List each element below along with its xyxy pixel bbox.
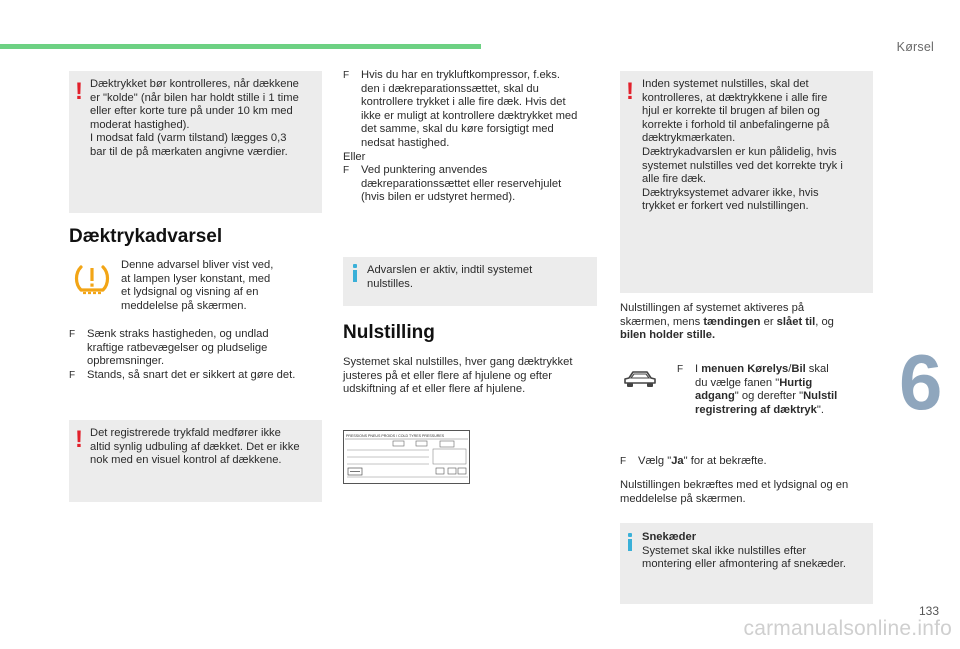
- chapter-number: 6: [899, 338, 943, 426]
- bullet-marker: F: [69, 329, 76, 340]
- info-text-warning-active: Advarslen er aktiv, indtil systemet nulstilles.: [367, 264, 533, 290]
- info-icon: [628, 533, 632, 551]
- header-accent-bar: [0, 44, 481, 49]
- warning-exclamation-icon: !: [626, 78, 634, 105]
- snow-chains-title: Snekæder: [642, 531, 697, 543]
- menu-instruction: F I menuen Kørelys/Bil skal du vælge fanen "Hurtig adgang" og derefter "Nulstil registrering af dæktryk".: [677, 363, 838, 416]
- label-title: PRESSIONS PNEUS PROIDS / COLD TYRES PRESSURES: [346, 434, 445, 438]
- page-number: 133: [918, 604, 939, 618]
- heading-tyre-warning: Dæktrykadvarsel: [69, 226, 223, 247]
- bullet-marker: F: [69, 369, 76, 381]
- warning-text-visual-check: Det registrerede trykfald medfører ikke altid synlig udbuling af dækket. Det er ikke nok med en visuel kontrol af dækkene.: [90, 427, 300, 467]
- bullet-compressor: F Hvis du har en trykluftkompressor, f.eks. den i dækreparationssættet, skal du kontrollere trykket i alle fire dæk. Hvis det ikke er muligt at kontrollere dæktrykket med det samme, skal du køre forsigtigt med nedsat hastighed.: [343, 69, 578, 149]
- reset-activation-text: Nulstillingen af systemet aktiveres på skærmen, mens tændingen er slået til, og bilen holder stille.: [620, 302, 834, 342]
- reset-paragraph: Systemet skal nulstilles, hver gang dæktrykket justeres på et eller flere af hjulene og efter udskiftning af et eller flere af hjulene.: [343, 356, 573, 396]
- bullet-puncture: F Ved punktering anvendes dækreparationssættet eller reservehjulet (hvis bilen er udstyret hermed).: [343, 164, 562, 204]
- tyre-warning-actions: [69, 328, 324, 382]
- bullet-marker: F: [343, 70, 350, 81]
- warning-exclamation-icon: !: [75, 426, 83, 453]
- bullet-marker: F: [620, 456, 627, 467]
- snow-chains-text: Snekæder Systemet skal ikke nulstilles efter montering eller afmontering af snekæder.: [642, 531, 846, 571]
- tyre-pressure-warning-icon: [72, 259, 112, 299]
- car-icon: [621, 368, 659, 390]
- chapter-number-tab: [899, 340, 960, 424]
- warning-text-cold-tyres: Dæktrykket bør kontrolleres, når dækkene er "kolde" (når bilen har holdt stille i 1 time eller efter korte ture på under 10 km med moderat hastighed). I modsat fald (varm tilstand) lægges 0,3 bar til de på mærkaten angivne værdier.: [90, 78, 299, 158]
- or-label: Eller: [343, 150, 366, 163]
- heading-reset: Nulstilling: [343, 322, 435, 343]
- warning-exclamation-icon: !: [75, 78, 83, 105]
- reset-confirmed-text: Nulstillingen bekræftes med et lydsignal og en meddelelse på skærmen.: [620, 479, 849, 505]
- action-bullet-stop: F Stands, så snart det er sikkert at gøre det.: [69, 368, 296, 381]
- tyre-warning-intro: Denne advarsel bliver vist ved, at lampen lyser konstant, med et lydsignal og visning af en meddelelse på skærmen.: [121, 259, 274, 312]
- tyre-pressure-label-image: [343, 430, 470, 484]
- confirm-instruction: F Vælg "Ja" for at bekræfte.: [620, 455, 767, 467]
- watermark: carmanualsonline.info: [743, 617, 952, 640]
- section-title: Kørsel: [896, 40, 934, 54]
- warning-text-before-reset: Inden systemet nulstilles, skal det kontrolleres, at dæktrykkene i alle fire hjul er korrekte til brugen af bilen og korrekte i forhold til anbefalingerne på dæktrykmærkaten. Dæktrykadvarslen er kun pålidelig, hvis systemet nulstilles ved det korrekte tryk i alle fire dæk. Dæktryksystemet advarer ikke, hvis trykket er forkert ved nulstillingen.: [642, 78, 843, 213]
- action-bullet-slow-down: F Sænk straks hastigheden, og undlad kraftige ratbevægelser og pludselige opbremsninger.: [69, 328, 269, 368]
- bullet-marker: F: [677, 364, 684, 375]
- bullet-marker: F: [343, 165, 350, 177]
- compressor-instructions: [343, 69, 598, 205]
- info-icon: [353, 264, 357, 282]
